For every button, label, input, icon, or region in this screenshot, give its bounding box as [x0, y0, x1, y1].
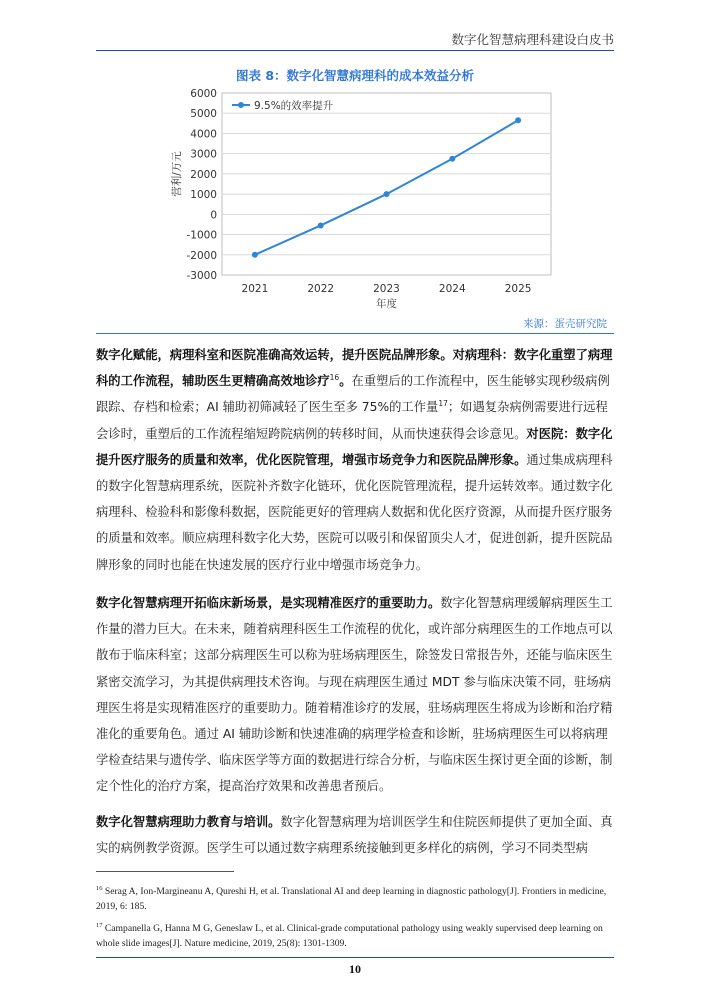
x-tick-label: 2024 [438, 283, 466, 295]
y-axis-label: 营利/万元 [171, 151, 183, 197]
footnote-rule [96, 871, 234, 872]
x-tick-label: 2021 [241, 283, 269, 295]
data-point [449, 156, 455, 162]
page-number: 10 [349, 962, 361, 976]
data-point [318, 222, 324, 228]
footnote-ref: 16 [329, 373, 340, 383]
footnote-text: Campanella G, Hanna M G, Geneslaw L, et al. Clinical-grade computational pathology using weakly supervised deep learning on whole slide images[J]. Nature medicine, 2019, 25(8): 1301-1309. [96, 923, 603, 949]
figure-source-rule [96, 333, 614, 334]
running-header-title: 数字化智慧病理科建设白皮书 [451, 32, 614, 47]
y-tick-label: -3000 [186, 270, 217, 282]
legend-label: 9.5%的效率提升 [254, 100, 334, 112]
paragraph-text: ；如遇复杂病例需要进行远程会诊时，重塑后的工作流程缩短跨院病例的转移时间，从而快速获得会诊意见。 [96, 400, 608, 441]
bold-lead-text: 数字化智慧病理助力教育与培训。 [96, 815, 281, 829]
y-tick-label: -1000 [186, 229, 217, 242]
body-paragraph [96, 590, 614, 800]
y-tick-label: 4000 [190, 128, 217, 141]
y-tick-label: 1000 [190, 189, 217, 202]
figure-source: 来源：蛋壳研究院 [523, 318, 607, 330]
y-tick-label: -2000 [186, 249, 217, 262]
x-tick-label: 2022 [307, 283, 335, 295]
figure-title: 图表 8：数字化智慧病理科的成本效益分析 [235, 68, 475, 83]
y-tick-label: 6000 [190, 88, 217, 100]
line-chart [96, 0, 616, 320]
data-point [515, 117, 521, 123]
footnote-number: 17 [96, 922, 103, 929]
x-axis-label: 年度 [376, 298, 397, 310]
bold-lead-text: 对医院：数字化提升医疗服务的质量和效率，优化医院管理，增强市场竞争力和医院品牌形象。 [96, 426, 613, 467]
bold-lead-text: 数字化智慧病理开拓临床新场景，是实现精准医疗的重要助力。 [96, 596, 441, 610]
paragraph-text: 通过集成病理科的数字化智慧病理系统，医院补齐数字化链环，优化医院管理流程，提升运转效率。通过数字化病理科、检验科和影像科数据，医院能更好的管理病人数据和优化医疗资源，从而提升医疗服务的质量和效率。顺应病理科数字化大势，医院可以吸引和保留顶尖人才，促进创新，提升医院品牌形象的同时也能在快速发展的医疗行业中增强市场竞争力。 [96, 452, 613, 572]
footnote-number: 16 [96, 885, 103, 892]
footnote [96, 882, 616, 914]
bold-lead-text: 。 [339, 374, 352, 389]
y-tick-label: 5000 [190, 108, 217, 121]
paragraph-text: 数字化智慧病理为培训医学生和住院医师提供了更加全面、真实的病例教学资源。医学生可以通过数字病理系统接触到更多样化的病例，学习不同类型病 [96, 815, 613, 856]
data-point [384, 191, 390, 197]
y-tick-label: 2000 [190, 168, 217, 181]
y-tick-label: 0 [210, 209, 217, 222]
x-tick-label: 2023 [373, 283, 400, 295]
body-paragraph [96, 342, 614, 578]
bold-lead-text: 数字化赋能，病理科室和医院准确高效运转，提升医院品牌形象。对病理科：数字化重塑了病理科的工作流程，辅助医生更精确高效地诊疗 [96, 348, 613, 389]
footnote-ref: 17 [438, 399, 448, 409]
x-tick-label: 2025 [504, 283, 532, 295]
legend-marker [238, 102, 244, 108]
footnote-text: Serag A, Ion-Margineanu A, Qureshi H, et al. Translational AI and deep learning in diagnostic pathology[J]. Frontiers in medicine, 2019, 6: 185. [96, 886, 607, 912]
footnote [96, 919, 616, 951]
body-paragraph [96, 809, 614, 861]
y-tick-label: 3000 [190, 148, 217, 161]
chart-container [96, 0, 616, 324]
paragraph-text: 在重塑后的工作流程中，医生能够实现秒级病例跟踪、存档和检索；AI 辅助初筛减轻了医生至多 75%的工作量 [96, 374, 610, 415]
data-point [252, 252, 258, 258]
footer-rule [96, 957, 614, 958]
paragraph-text: 数字化智慧病理缓解病理医生工作量的潜力巨大。在未来，随着病理科医生工作流程的优化，或许部分病理医生的工作地点可以散布于临床科室；这部分病理医生可以称为驻场病理医生，除签发日常报告外，还能与临床医生紧密交流学习，为其提供病理技术咨询。与现在病理医生通过 MDT 参与临床决策不同，驻场病理医生将是实现精准医疗的重要助力。随着精准诊疗的发展，驻场病理医生将成为诊断和治疗精准化的重要角色。通过 AI 辅助诊断和快速准确的病理学检查和诊断，驻场病理医生可以将病理学检查结果与遗传学、临床医学等方面的数据进行综合分析，与临床医生探讨更全面的诊断，制定个性化的治疗方案，提高治疗效果和改善患者预后。 [96, 596, 613, 794]
